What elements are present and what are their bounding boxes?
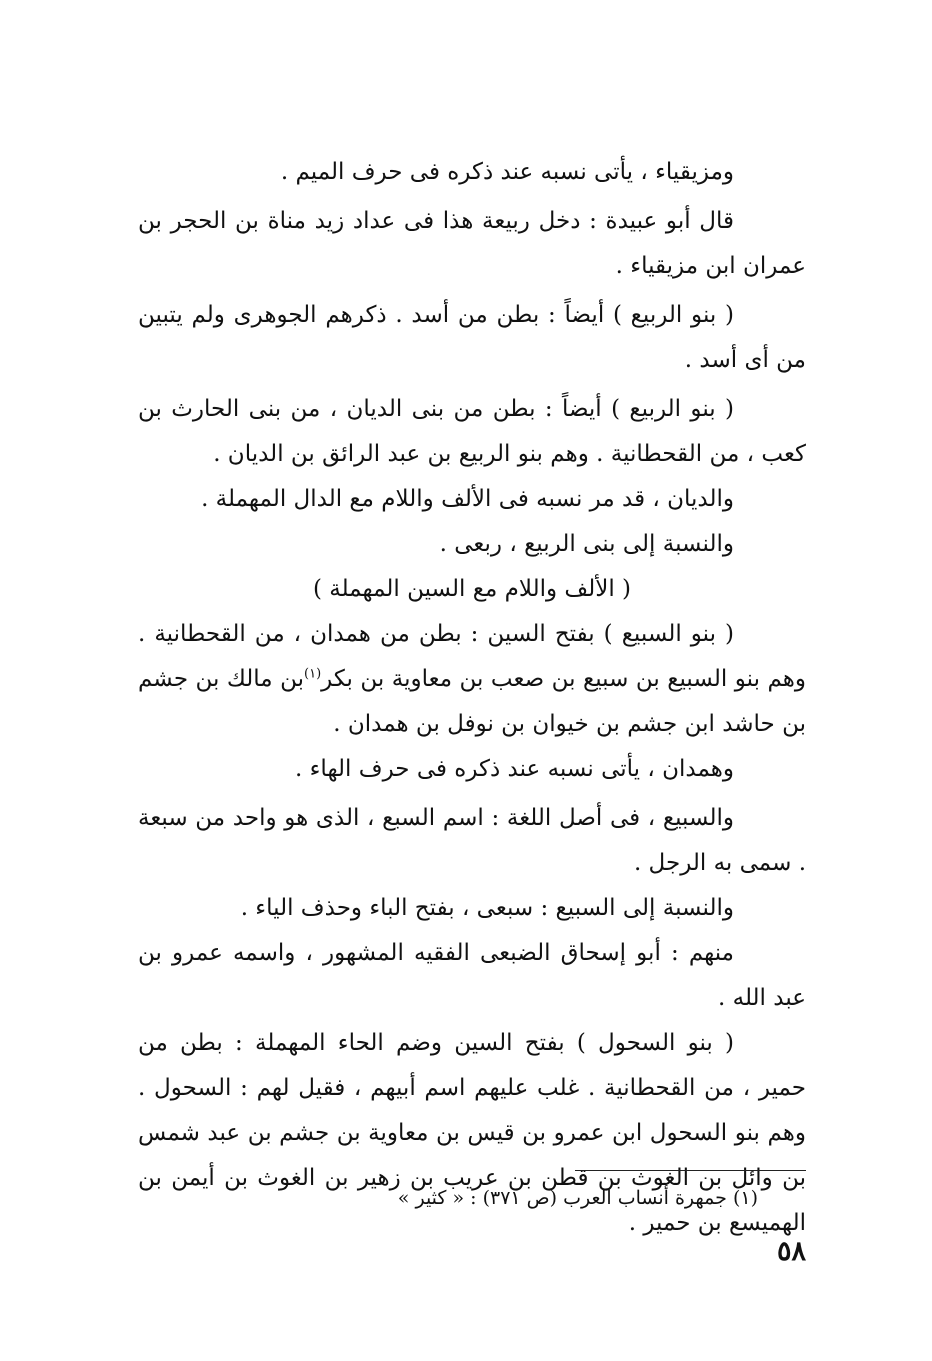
paragraph-1: ومزيقياء ، يأتى نسبه عند ذكره فى حرف الميم .: [280, 159, 734, 185]
paragraph-2: قال أبو عبيدة : دخل ربيعة هذا فى عداد زيد مناة بن الحجر بن عمران ابن مزيقياء .: [138, 208, 806, 279]
section-heading: ( الألف واللام مع السين المهملة ): [312, 576, 632, 602]
paragraph-7-text-a: ( بنو السبيع ) بفتح السين : بطن من همدان ، من القحطانية . وهم بنو السبيع بن سبيع بن صعب بن معاوية بن بكر: [138, 621, 807, 692]
paragraph-4: ( بنو الربيع ) أيضاً : بطن من بنى الديان ، من بنى الحارث بن كعب ، من القحطانية . وهم بنو الربيع بن عبد الرائق بن الديان .: [138, 396, 806, 467]
footnote-divider: [575, 1170, 806, 1171]
footnote: (١) جمهرة أنساب العرب (ص ٣٧١) : « كثير »: [397, 1187, 758, 1209]
page-number: ٥٨: [776, 1236, 806, 1267]
footnote-marker: (١): [304, 666, 322, 682]
paragraph-10: والنسبة إلى السبيع : سبعى ، بفتح الباء وحذف الياء .: [240, 895, 734, 921]
paragraph-3: ( بنو الربيع ) أيضاً : بطن من أسد . ذكرهم الجوهرى ولم يتبين من أى أسد .: [138, 302, 806, 373]
paragraph-7-text-b: بن مالك بن جشم بن حاشد ابن جشم بن خيوان بن نوفل بن همدان .: [138, 666, 806, 737]
paragraph-9: والسبيع ، فى أصل اللغة : اسم السبع ، الذى هو واحد من سبعة . سمى به الرجل .: [138, 805, 806, 876]
main-text: [138, 150, 806, 1246]
paragraph-5: والديان ، قد مر نسبه فى الألف واللام مع الدال المهملة .: [201, 486, 734, 512]
paragraph-7: [138, 612, 806, 747]
paragraph-6: والنسبة إلى بنى الربيع ، ربعى .: [439, 531, 734, 557]
paragraph-12: ( بنو السحول ) بفتح السين وضم الحاء المهملة : بطن من حمير ، من القحطانية . غلب عليهم اسم أبيهم ، فقيل لهم : السحول . وهم بنو السحول ابن عمرو بن قيس بن معاوية بن جشم بن عبد شمس بن وائل بن الغوث بن قطن بن عريب بن زهير بن الغوث بن أيمن بن الهميسع بن حمير .: [138, 1030, 806, 1236]
paragraph-8: وهمدان ، يأتى نسبه عند ذكره فى حرف الهاء .: [295, 756, 734, 782]
paragraph-11: منهم : أبو إسحاق الضبعى الفقيه المشهور ، واسمه عمرو بن عبد الله .: [138, 940, 806, 1011]
